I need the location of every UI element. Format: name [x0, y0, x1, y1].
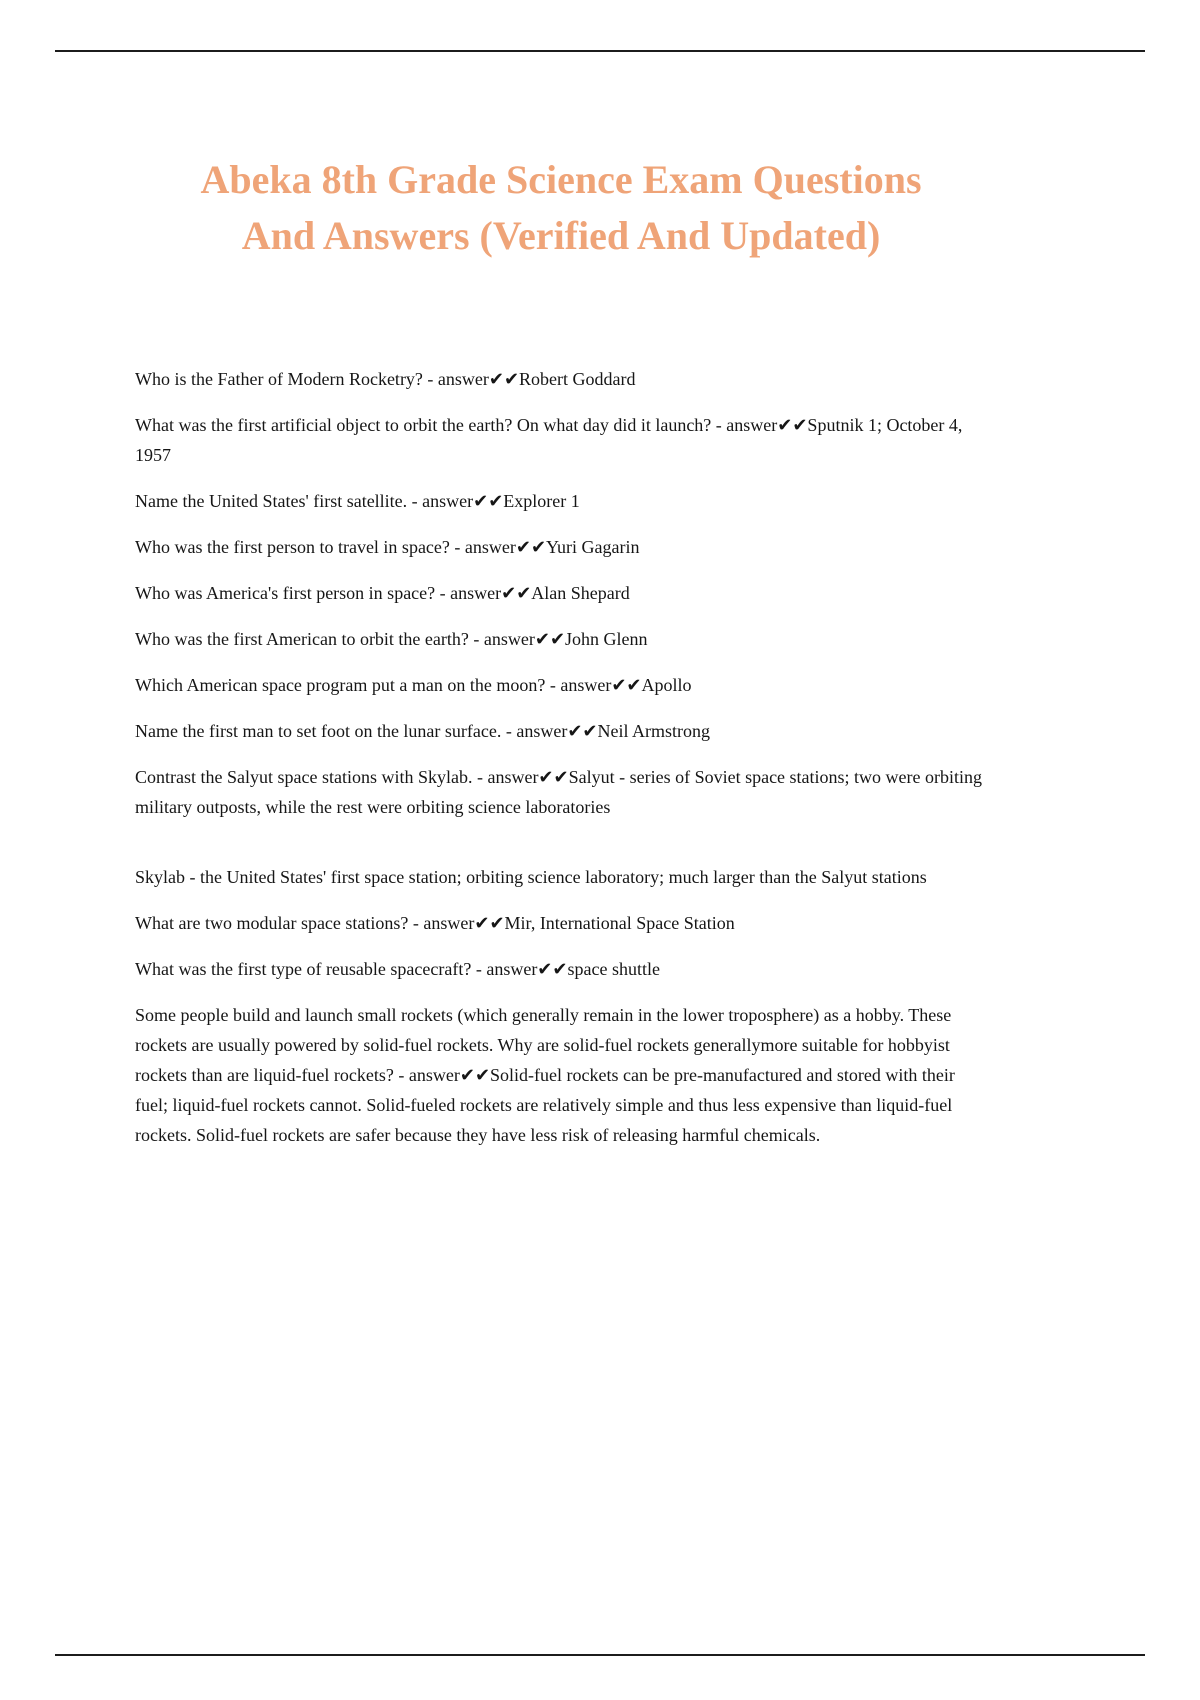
- document-title: [135, 152, 987, 264]
- document-title-line-2: And Answers (Verified And Updated): [241, 213, 881, 258]
- qa-paragraph: Which American space program put a man on the moon? - answer✔✔Apollo: [135, 675, 692, 695]
- bottom-rule: [55, 1654, 1145, 1656]
- qa-paragraph: Skylab - the United States' first space station; orbiting science laboratory; much larger than the Salyut stations: [135, 867, 927, 887]
- document-title-line-1: Abeka 8th Grade Science Exam Questions: [200, 157, 922, 202]
- qa-paragraph: Who was the first American to orbit the earth? - answer✔✔John Glenn: [135, 629, 648, 649]
- qa-paragraph: What was the first type of reusable spacecraft? - answer✔✔space shuttle: [135, 959, 660, 979]
- qa-paragraph: Name the first man to set foot on the lunar surface. - answer✔✔Neil Armstrong: [135, 721, 711, 741]
- qa-paragraph: Contrast the Salyut space stations with Skylab. - answer✔✔Salyut - series of Soviet space stations; two were orbiting military outposts, while the rest were orbiting science laboratories: [135, 767, 983, 817]
- top-rule: [55, 50, 1145, 52]
- qa-paragraph: Who was the first person to travel in space? - answer✔✔Yuri Gagarin: [135, 537, 640, 557]
- qa-paragraph: What are two modular space stations? - answer✔✔Mir, International Space Station: [135, 913, 735, 933]
- qa-paragraph: What was the first artificial object to orbit the earth? On what day did it launch? - answer✔✔Sputnik 1; October 4, 1957: [135, 415, 963, 465]
- qa-paragraph: Some people build and launch small rockets (which generally remain in the lower troposphere) as a hobby. These rockets are usually powered by solid-fuel rockets. Why are solid-fuel rockets generallymore suitable for hobbyist rockets than are liquid-fuel rockets? - answer✔✔Solid-fuel rockets can be pre-manufactured and stored with their fuel; liquid-fuel rockets cannot. Solid-fueled rockets are relatively simple and thus less expensive than liquid-fuel rockets. Solid-fuel rockets are safer because they have less risk of releasing harmful chemicals.: [135, 1005, 955, 1145]
- qa-paragraph: Who is the Father of Modern Rocketry? - answer✔✔Robert Goddard: [135, 369, 636, 389]
- document-body: [135, 364, 987, 1150]
- qa-paragraph: Who was America's first person in space? - answer✔✔Alan Shepard: [135, 583, 630, 603]
- qa-paragraph: Name the United States' first satellite. - answer✔✔Explorer 1: [135, 491, 580, 511]
